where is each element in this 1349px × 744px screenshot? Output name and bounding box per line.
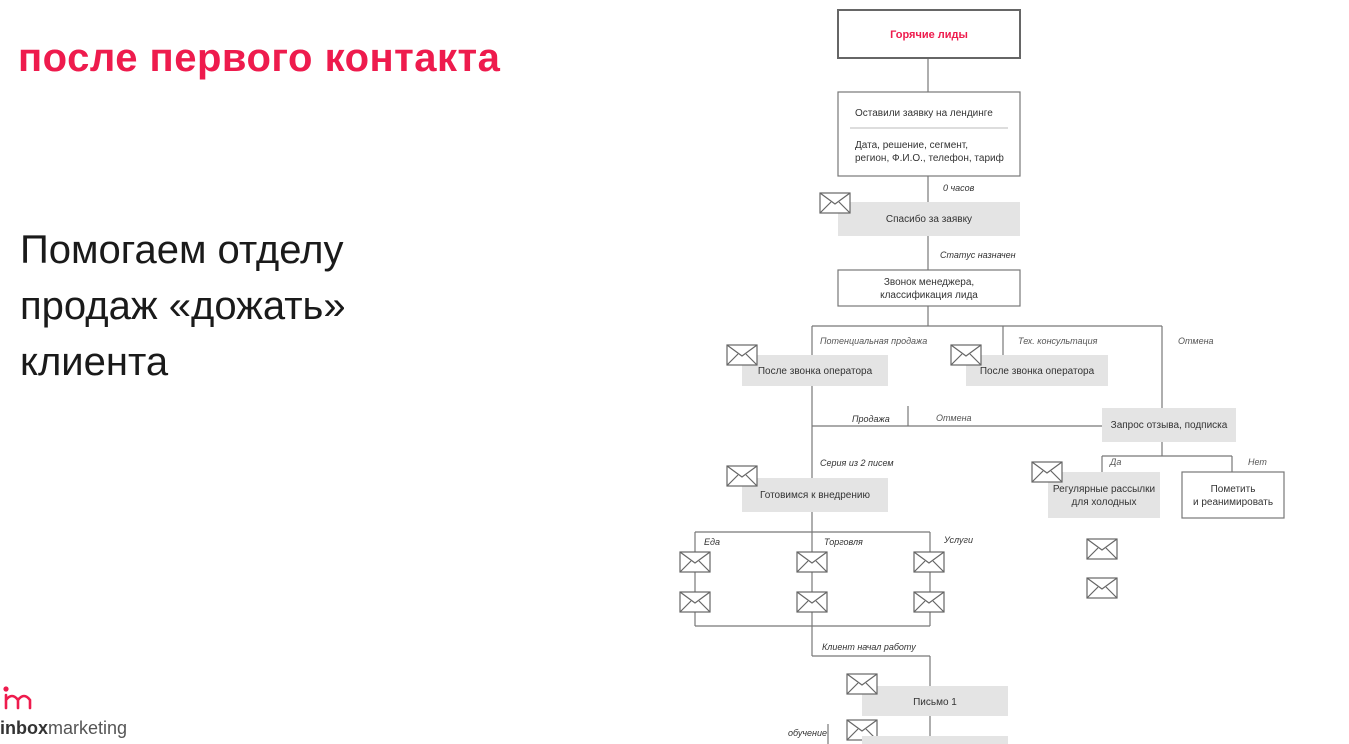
envelope-icon [914,592,944,612]
mark-reanimate-line: и реанимировать [1192,497,1274,508]
hot-leads-label: Горячие лиды [890,29,968,41]
envelope-icon [1032,462,1062,482]
label-zero-hours: 0 часов [943,183,975,193]
regular-mailing-box [1048,472,1160,518]
envelope-icon [951,345,981,365]
prepare-label: Готовимся к внедрению [760,490,870,501]
label-sale: Продажа [852,414,890,424]
envelope-icon [820,193,850,213]
brand-logo-text: inboxmarketing [0,718,128,738]
subtitle-line: клиента [20,340,169,384]
envelope-icon [1087,578,1117,598]
label-training: обучение [788,728,827,738]
label-trade: Торговля [824,537,863,547]
thanks-email-label: Спасибо за заявку [885,214,973,225]
feedback-label: Запрос отзыва, подписка [1110,420,1228,431]
label-potential-sale: Потенциальная продажа [820,336,928,346]
label-services: Услуги [944,535,973,545]
label-cancel: Отмена [1178,336,1214,346]
envelope-icon [797,592,827,612]
slide-title: после первого контакта [18,36,501,80]
envelope-icon [797,552,827,572]
envelope-icon [680,552,710,572]
manager-call-line: классификация лида [880,290,978,301]
envelope-icon [727,466,757,486]
letter-1-label: Письмо 1 [913,697,957,708]
label-series: Серия из 2 писем [820,458,894,468]
landing-fields-line: Дата, решение, сегмент, [855,140,969,151]
mark-reanimate-box [1182,472,1284,518]
regular-mailing-line: Регулярные рассылки [1052,484,1156,495]
label-no: Нет [1248,457,1267,467]
label-client-started: Клиент начал работу [822,642,916,652]
after-call-label-1: После звонка оператора [757,366,873,377]
label-status-assigned: Статус назначен [940,250,1016,260]
label-food: Еда [704,537,720,547]
envelope-icon [680,592,710,612]
label-cancel-2: Отмена [936,413,972,423]
manager-call-line: Звонок менеджера, [883,277,975,288]
landing-fields-line: регион, Ф.И.О., телефон, тариф [855,153,1004,164]
envelope-icon [914,552,944,572]
landing-request-title: Оставили заявку на лендинге [855,108,993,119]
envelope-icon [727,345,757,365]
envelope-icon [847,674,877,694]
label-yes: Да [1110,457,1122,467]
subtitle-line: продаж «дожать» [20,284,346,328]
regular-mailing-line: для холодных [1071,497,1137,508]
letter-2-box [862,736,1008,744]
label-tech-consult: Тех. консультация [1018,336,1098,346]
mark-reanimate-line: Пометить [1210,484,1256,495]
after-call-label-2: После звонка оператора [979,366,1095,377]
envelope-icon [1087,539,1117,559]
subtitle-line: Помогаем отделу [20,228,344,272]
